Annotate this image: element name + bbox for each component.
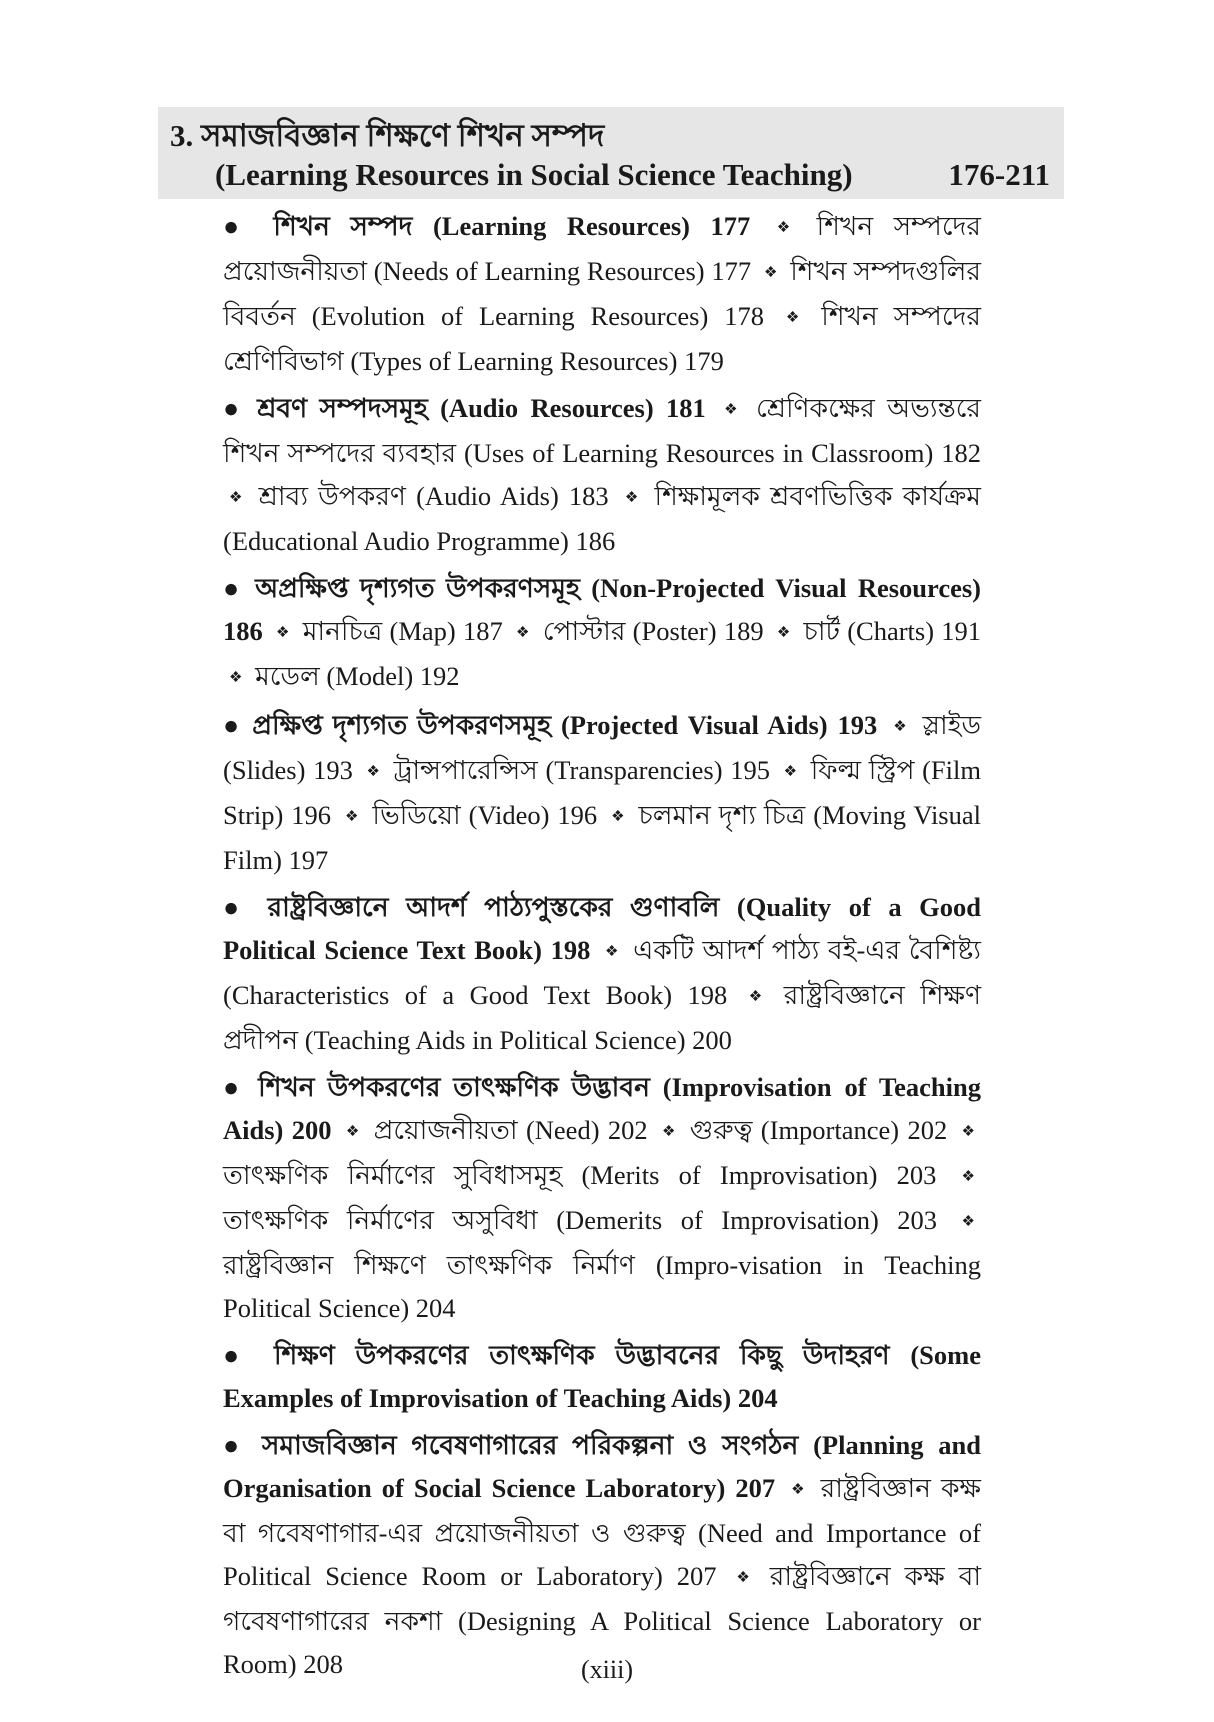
- entry-heading: শিখন উপকরণের তাৎক্ষণিক উদ্ভাবন (Improvisation of Teaching Aids) 200: [223, 1072, 981, 1145]
- separator-icon: ❖: [605, 944, 619, 960]
- separator-icon: ❖: [624, 490, 639, 506]
- bullet-icon: ●: [223, 1430, 248, 1460]
- page-number: (xiii): [581, 1655, 633, 1684]
- entry-heading: শিক্ষণ উপকরণের তাৎক্ষণিক উদ্ভাবনের কিছু উদাহরণ (Some Examples of Improvisation of Teaching Aids) 204: [223, 1340, 981, 1413]
- separator-icon: ❖: [366, 764, 380, 780]
- entry-item: শিখন সম্পদের প্রয়োজনীয়তা (Needs of Learning Resources) 177: [223, 211, 982, 286]
- entry-item: শিখন সম্পদের শ্রেণিবিভাগ (Types of Learning Resources) 179: [223, 301, 982, 376]
- entry-heading: প্রক্ষিপ্ত দৃশ্যগত উপকরণসমূহ (Projected Visual Aids) 193: [252, 710, 878, 740]
- separator-icon: ❖: [229, 490, 243, 506]
- separator-icon: ❖: [276, 625, 290, 641]
- separator-icon: ❖: [736, 1570, 750, 1586]
- separator-icon: ❖: [724, 402, 738, 418]
- entry-heading: অপ্রক্ষিপ্ত দৃশ্যগত উপকরণসমূহ (Non-Projected Visual Resources) 186: [223, 573, 981, 646]
- entry-item: রাষ্ট্রবিজ্ঞান শিক্ষণে তাৎক্ষণিক নির্মাণ (Impro-visation in Teaching Political Science) 204: [223, 1250, 981, 1323]
- chapter-title-bengali: সমাজবিজ্ঞান শিক্ষণে শিখন সম্পদ: [201, 118, 605, 153]
- chapter-subtitle-line: [215, 157, 1050, 193]
- entry-item: ট্রান্সপারেন্সিস (Transparencies) 195: [393, 755, 770, 785]
- entry-item: রাষ্ট্রবিজ্ঞান কক্ষ বা গবেষণাগার-এর প্রয়োজনীয়তা ও গুরুত্ব (Need and Importance of Political Science Room or Laboratory) 207: [223, 1473, 981, 1591]
- entry-heading: রাষ্ট্রবিজ্ঞানে আদর্শ পাঠ্যপুস্তকের গুণাবলি (Quality of a Good Political Science Text Book) 198: [223, 892, 982, 965]
- entry-item: মানচিত্র (Map) 187: [302, 616, 503, 646]
- entry-heading: শ্রবণ সম্পদসমূহ (Audio Resources) 181: [257, 393, 706, 423]
- entry-item: পোস্টার (Poster) 189: [542, 616, 764, 646]
- separator-icon: ❖: [345, 1124, 360, 1140]
- separator-icon: ❖: [229, 670, 243, 686]
- entry-item: চলমান দৃশ্য চিত্র (Moving Visual Film) 197: [223, 800, 981, 875]
- separator-icon: ❖: [661, 1124, 676, 1140]
- separator-icon: ❖: [748, 989, 763, 1005]
- toc-entry: [223, 1066, 981, 1330]
- chapter-page-range: 176-211: [948, 157, 1050, 192]
- separator-icon: ❖: [893, 719, 907, 735]
- separator-icon: ❖: [776, 625, 791, 641]
- separator-icon: ❖: [611, 809, 625, 825]
- separator-icon: ❖: [763, 265, 778, 281]
- entry-item: মডেল (Model) 192: [255, 661, 460, 691]
- entry-item: শ্রেণিকক্ষের অভ্যন্তরে শিখন সম্পদের ব্যবহার (Uses of Learning Resources in Classroom) 182: [223, 393, 982, 468]
- entry-item: তাৎক্ষণিক নির্মাণের সুবিধাসমূহ (Merits of Improvisation) 203: [223, 1160, 937, 1190]
- entry-item: শিক্ষামূলক শ্রবণভিত্তিক কার্যক্রম (Educational Audio Programme) 186: [223, 481, 982, 556]
- separator-icon: ❖: [776, 220, 791, 236]
- separator-icon: ❖: [785, 310, 800, 326]
- bullet-icon: ●: [223, 892, 250, 922]
- bullet-icon: ●: [223, 710, 243, 740]
- bullet-icon: ●: [223, 211, 253, 241]
- toc-entry: [223, 567, 981, 700]
- entry-item: গুরুত্ব (Importance) 202: [689, 1115, 948, 1145]
- bullet-icon: ●: [223, 573, 244, 603]
- separator-icon: ❖: [961, 1214, 975, 1230]
- toc-entries: [223, 205, 981, 1686]
- chapter-title-english: (Learning Resources in Social Science Teaching): [215, 157, 853, 192]
- separator-icon: ❖: [783, 764, 798, 780]
- entry-item: ফিল্ম স্ট্রিপ (Film Strip) 196: [223, 755, 982, 830]
- bullet-icon: ●: [223, 393, 245, 423]
- toc-entry: [223, 704, 981, 882]
- chapter-number: 3.: [170, 118, 194, 153]
- entry-item: রাষ্ট্রবিজ্ঞানে কক্ষ বা গবেষণাগারের নকশা (Designing A Political Science Laboratory or Room) 208: [223, 1561, 982, 1679]
- bullet-icon: ●: [223, 1340, 254, 1370]
- separator-icon: ❖: [791, 1482, 805, 1498]
- entry-item: তাৎক্ষণিক নির্মাণের অসুবিধা (Demerits of Improvisation) 203: [223, 1205, 938, 1235]
- bullet-icon: ●: [223, 1072, 246, 1102]
- entry-item: প্রয়োজনীয়তা (Need) 202: [373, 1115, 648, 1145]
- separator-icon: ❖: [961, 1169, 975, 1185]
- toc-entry: [223, 387, 981, 563]
- separator-icon: ❖: [961, 1124, 975, 1140]
- separator-icon: ❖: [344, 809, 359, 825]
- toc-entry: [223, 1334, 981, 1420]
- entry-item: একটি আদর্শ পাঠ্য বই-এর বৈশিষ্ট্য (Characteristics of a Good Text Book) 198: [223, 935, 981, 1010]
- toc-entry: [223, 1424, 981, 1686]
- entry-item: চার্ট (Charts) 191: [803, 616, 982, 646]
- toc-entry: [223, 205, 981, 383]
- entry-item: ভিডিয়ো (Video) 196: [372, 800, 598, 830]
- entry-item: স্লাইড (Slides) 193: [223, 710, 981, 785]
- entry-item: রাষ্ট্রবিজ্ঞানে শিক্ষণ প্রদীপন (Teaching Aids in Political Science) 200: [223, 980, 982, 1055]
- toc-entry: [223, 886, 981, 1062]
- entry-item: শিখন সম্পদগুলির বিবর্তন (Evolution of Learning Resources) 178: [223, 256, 981, 331]
- entry-item: শ্রাব্য উপকরণ (Audio Aids) 183: [258, 481, 609, 511]
- entry-heading: শিখন সম্পদ (Learning Resources) 177: [273, 211, 751, 241]
- separator-icon: ❖: [516, 625, 530, 641]
- entry-heading: সমাজবিজ্ঞান গবেষণাগারের পরিকল্পনা ও সংগঠন (Planning and Organisation of Social Science Laboratory) 207: [223, 1430, 981, 1503]
